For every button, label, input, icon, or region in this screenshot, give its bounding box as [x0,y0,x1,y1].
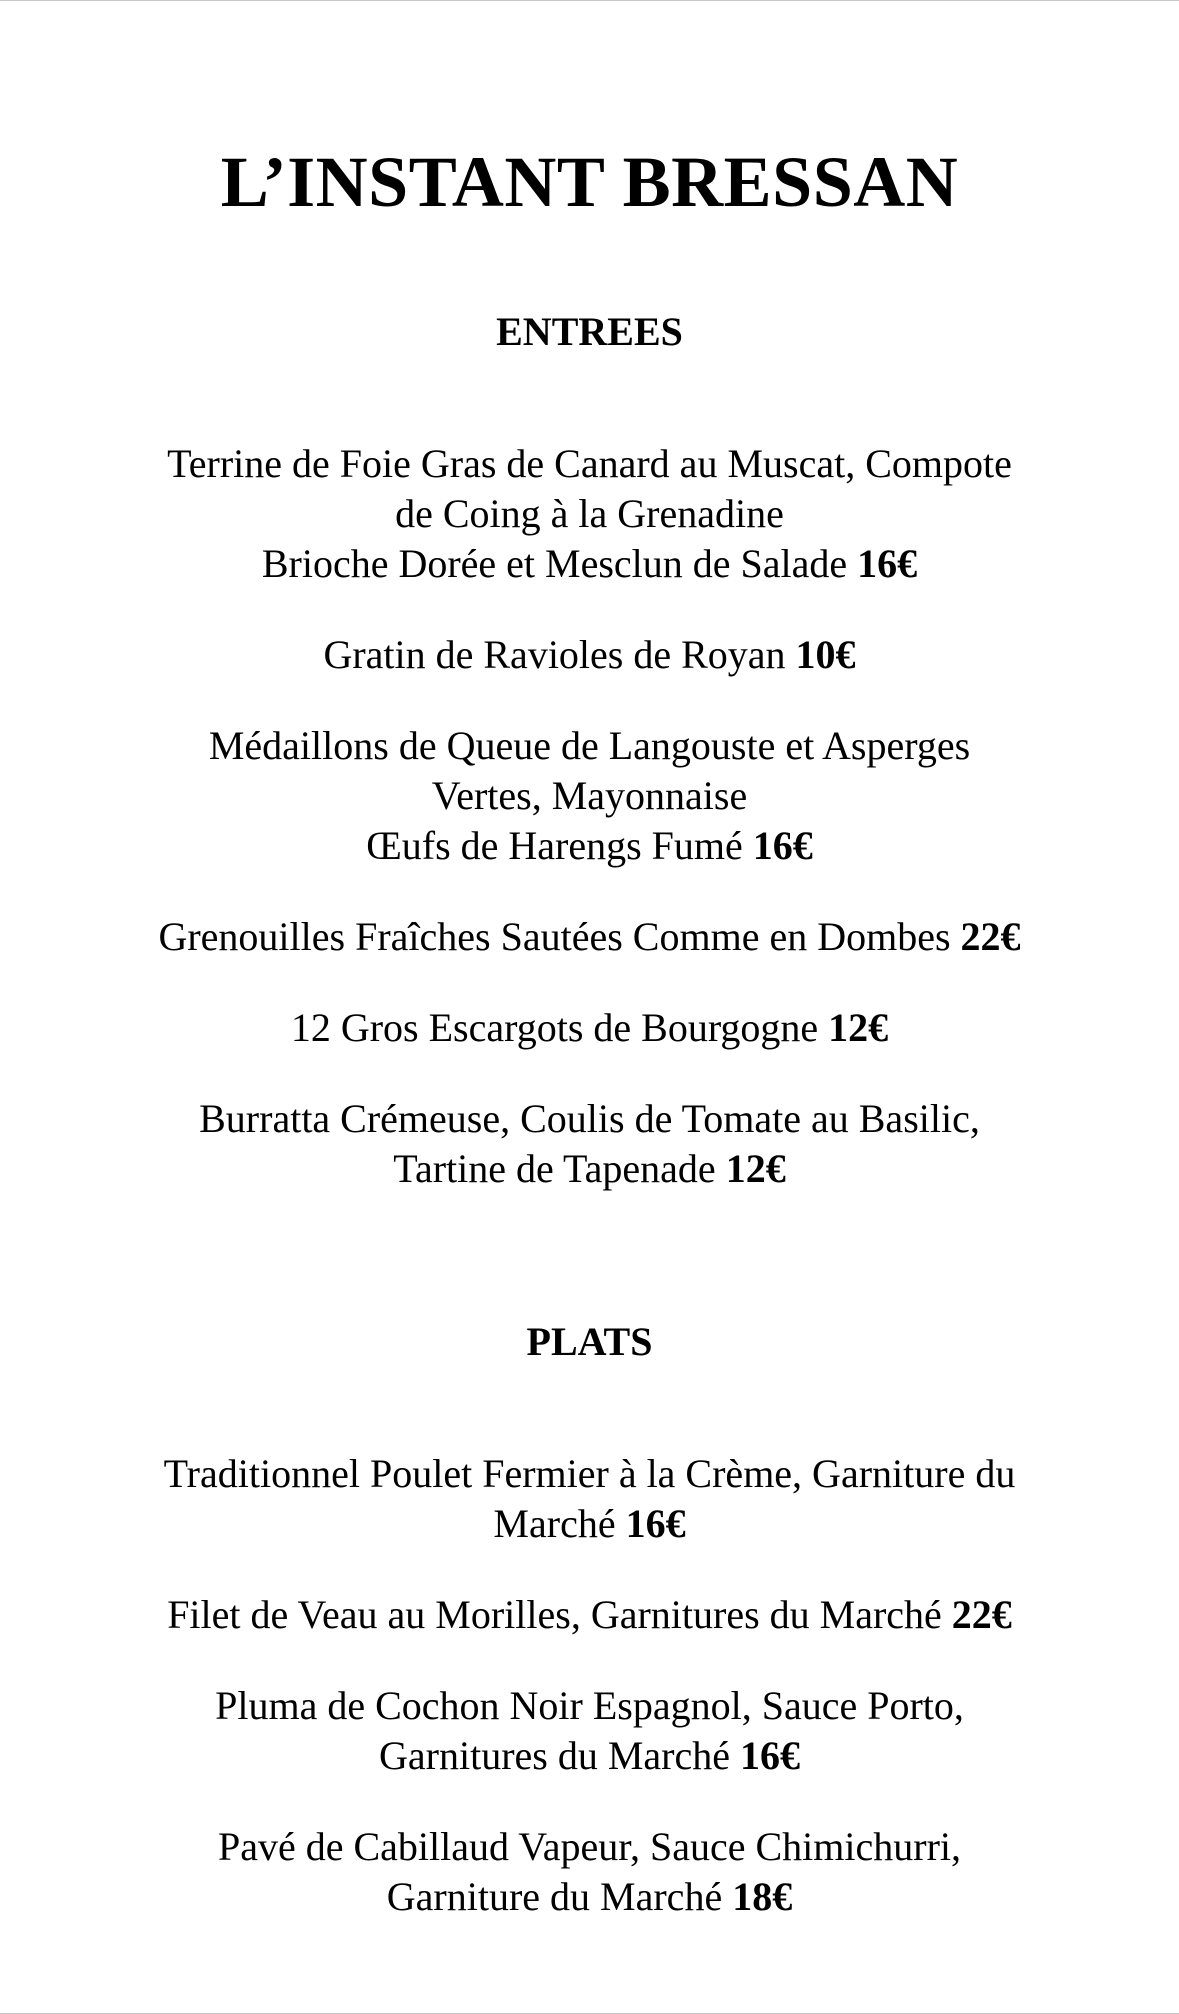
item-price: 18€ [732,1874,793,1919]
item-line: Terrine de Foie Gras de Canard au Muscat, Compote [167,441,1012,486]
item-text: Garnitures du Marché [379,1733,730,1778]
item-line: Traditionnel Poulet Fermier à la Crème, Garniture du [163,1451,1016,1496]
section-heading-plats: PLATS [526,1319,653,1364]
item-price: 16€ [625,1501,686,1546]
restaurant-name: L’INSTANT BRESSAN [220,142,959,222]
item-text: Œufs de Harengs Fumé [366,823,743,868]
item-line: de Coing à la Grenadine [395,491,784,536]
menu-item [0,1449,1179,1549]
menu-item [0,1003,1179,1053]
item-text: 12 Gros Escargots de Bourgogne [290,1005,819,1050]
item-line [130,1499,1049,1549]
item-line: Pluma de Cochon Noir Espagnol, Sauce Porto, [215,1683,964,1728]
item-line: Pavé de Cabillaud Vapeur, Sauce Chimichurri, [217,1824,962,1869]
plats-list [0,1449,1179,1963]
item-price: 22€ [951,1592,1012,1637]
entrees-list [0,439,1179,1235]
item-line [130,1590,1049,1640]
item-price: 10€ [795,632,856,677]
item-line [130,630,1049,680]
item-line [130,1144,1049,1194]
item-price: 16€ [857,541,918,586]
menu-item [0,1822,1179,1922]
menu-item [0,439,1179,589]
item-text: Brioche Dorée et Mesclun de Salade [261,541,848,586]
item-line: Vertes, Mayonnaise [431,773,748,818]
item-line [130,821,1049,871]
item-line [130,1003,1049,1053]
item-line: Médaillons de Queue de Langouste et Asperges [208,723,971,768]
item-text: Filet de Veau au Morilles, Garnitures du Marché [167,1592,942,1637]
menu-item [0,1681,1179,1781]
item-line [130,539,1049,589]
menu-item [0,1094,1179,1194]
item-text: Garniture du Marché [386,1874,723,1919]
item-price: 22€ [960,914,1021,959]
item-text: Gratin de Ravioles de Royan [323,632,786,677]
item-line [130,912,1049,962]
item-line: Burratta Crémeuse, Coulis de Tomate au Basilic, [199,1096,980,1141]
item-text: Grenouilles Fraîches Sautées Comme en Dombes [158,914,951,959]
item-price: 16€ [739,1733,800,1778]
menu-item [0,912,1179,962]
item-text: Tartine de Tapenade [393,1146,716,1191]
item-price: 16€ [752,823,813,868]
menu-item [0,721,1179,871]
menu-item [0,630,1179,680]
item-line [130,1731,1049,1781]
item-price: 12€ [828,1005,889,1050]
menu-item [0,1590,1179,1640]
item-price: 12€ [725,1146,786,1191]
item-line [130,1872,1049,1922]
item-text: Marché [493,1501,616,1546]
section-heading-entrees: ENTREES [496,309,683,354]
